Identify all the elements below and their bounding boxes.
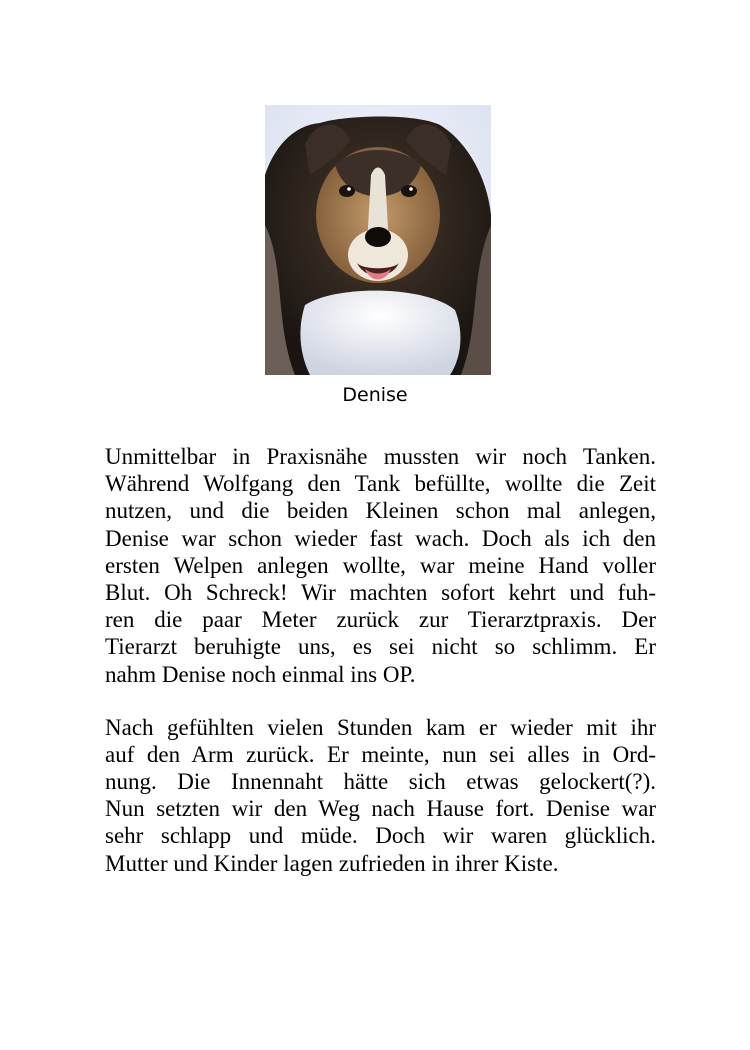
text-line: Nach gefühlten vielen Stunden kam er wieder mit ihr <box>105 714 656 740</box>
paragraph-1 <box>105 443 656 688</box>
text-line: auf den Arm zurück. Er meinte, nun sei alles in Ord- <box>105 741 656 767</box>
text-line: Unmittelbar in Praxisnähe mussten wir noch Tanken. <box>105 444 656 469</box>
text-line: ren die paar Meter zurück zur Tierarztpraxis. Der <box>105 607 656 633</box>
text-line: nahm Denise noch einmal ins OP. <box>105 661 416 687</box>
dog-portrait-image <box>265 105 491 375</box>
text-line: Nun setzten wir den Weg nach Hause fort. Denise war <box>105 796 656 822</box>
text-line: Tierarzt beruhigte uns, es sei nicht so schlimm. Er <box>105 634 656 660</box>
text-line: Blut. Oh Schreck! Wir machten sofort kehrt und fuh- <box>105 579 656 605</box>
text-line: Denise war schon wieder fast wach. Doch als ich den <box>105 525 656 551</box>
text-line: ersten Welpen anlegen wollte, war meine Hand voller <box>105 552 656 578</box>
text-line: Mutter und Kinder lagen zufrieden in ihrer Kiste. <box>105 850 559 876</box>
text-line: nung. Die Innennaht hätte sich etwas gelockert(?). <box>105 769 656 795</box>
paragraph-spacer <box>105 688 656 714</box>
body-text <box>105 443 656 877</box>
photo-caption: Denise <box>342 384 408 406</box>
text-line: nutzen, und die beiden Kleinen schon mal anlegen, <box>105 498 656 524</box>
text-line: sehr schlapp und müde. Doch wir waren glücklich. <box>105 823 656 849</box>
dog-photo <box>265 105 491 375</box>
text-line: Während Wolfgang den Tank befüllte, wollte die Zeit <box>105 471 656 497</box>
paragraph-2 <box>105 714 656 877</box>
